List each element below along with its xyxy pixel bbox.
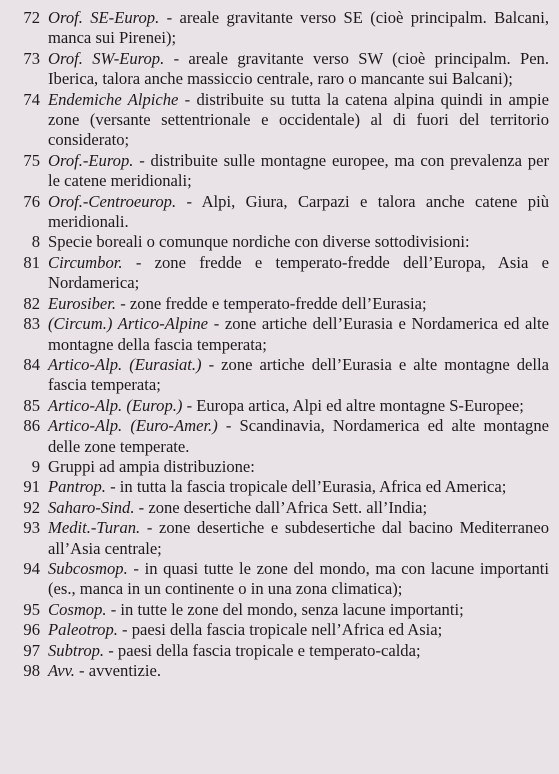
list-item: [4, 192, 549, 233]
list-item: [4, 8, 549, 49]
item-name: Subcosmop.: [48, 558, 128, 578]
item-number: 75: [23, 150, 40, 170]
item-body: [48, 477, 549, 497]
item-name: Avv.: [48, 661, 75, 680]
item-number: 82: [23, 293, 40, 313]
list-item: [4, 416, 549, 457]
list-item: [4, 294, 549, 314]
item-name: Artico-Alp. (Europ.): [48, 395, 183, 415]
item-text: - Alpi, Giura, Carpazi e talora anche catene più meridionali.: [48, 191, 549, 232]
item-body: [48, 661, 549, 681]
list-item: [4, 559, 549, 600]
item-name: Orof.-Europ.: [48, 150, 134, 170]
item-body: [48, 314, 549, 355]
item-number: 76: [23, 191, 40, 211]
item-text: - paesi della fascia tropicale nell’Africa ed Asia;: [117, 620, 443, 640]
item-text: - zone desertiche e subdesertiche dal bacino Mediterraneo all’Asia centrale;: [48, 518, 549, 558]
item-number: 98: [23, 661, 40, 680]
item-body: [48, 518, 549, 559]
item-text: - areale gravitante verso SE (cioè principalm. Balcani, manca sui Pirenei);: [48, 8, 549, 48]
item-number: 94: [23, 558, 40, 578]
list-item: [4, 477, 549, 497]
item-number: 93: [23, 518, 40, 538]
item-number: 91: [23, 477, 40, 497]
item-number: 72: [23, 8, 40, 27]
item-name: Orof. SE-Europ.: [48, 8, 160, 27]
item-name: Eurosiber.: [48, 293, 117, 313]
item-name: Cosmop.: [48, 599, 107, 619]
item-body: [48, 396, 549, 416]
list-item: [4, 600, 549, 620]
item-text: - zone desertiche dall’Africa Sett. all’India;: [134, 497, 428, 517]
item-body: [48, 8, 549, 49]
item-number: 81: [23, 252, 40, 272]
item-number: 97: [23, 640, 40, 660]
list-item: [4, 314, 549, 355]
item-body: [48, 457, 549, 477]
item-body: [48, 416, 549, 457]
item-name: Medit.-Turan.: [48, 518, 141, 538]
item-name: Subtrop.: [48, 640, 105, 660]
item-body: [48, 355, 549, 396]
item-text: - in tutta la fascia tropicale dell’Eurasia, Africa ed America;: [105, 477, 507, 497]
list-item: [4, 396, 549, 416]
item-name: Endemiche Alpiche: [48, 89, 179, 109]
item-text: - distribuite sulle montagne europee, ma con prevalenza per le catene meridionali;: [48, 150, 549, 191]
item-body: [48, 232, 549, 252]
list-item: [4, 253, 549, 294]
item-number: 92: [23, 497, 40, 517]
item-body: [48, 559, 549, 600]
item-body: [48, 151, 549, 192]
list-item: [4, 457, 549, 477]
item-number: 83: [23, 314, 40, 334]
item-body: [48, 49, 549, 90]
item-text: - Europa artica, Alpi ed altre montagne S-Europee;: [182, 395, 524, 415]
item-text: - zone fredde e temperato-fredde dell’Europa, Asia e Nordamerica;: [48, 252, 549, 293]
item-number: 84: [23, 354, 40, 374]
item-name: Circumbor.: [48, 252, 123, 272]
item-body: [48, 498, 549, 518]
item-text: - in quasi tutte le zone del mondo, ma con lacune importanti (es., manca in un continente o in una zona climatica);: [48, 558, 549, 599]
item-name: Saharo-Sind.: [48, 497, 135, 517]
item-body: [48, 294, 549, 314]
list-item: [4, 151, 549, 192]
item-text: - avventizie.: [74, 661, 162, 680]
item-number: 96: [23, 620, 40, 640]
item-text: Specie boreali o comunque nordiche con diverse sottodivisioni:: [48, 232, 470, 252]
item-name: Artico-Alp. (Euro-Amer.): [48, 416, 218, 436]
item-number: 73: [23, 48, 40, 68]
item-number: 8: [31, 232, 40, 252]
list-item: [4, 232, 549, 252]
item-number: 9: [31, 456, 40, 476]
item-name: Paleotrop.: [48, 620, 118, 640]
list-item: [4, 620, 549, 640]
item-text: - distribuite su tutta la catena alpina quindi in ampie zone (versante settentrionale e occidentale) al di fuori del territorio considerato;: [48, 89, 550, 150]
item-text: - in tutte le zone del mondo, senza lacune importanti;: [106, 599, 464, 619]
item-body: [48, 90, 549, 151]
item-body: [48, 192, 549, 233]
item-body: [48, 253, 549, 294]
item-name: Artico-Alp. (Eurasiat.): [48, 354, 202, 374]
item-number: 85: [23, 395, 40, 415]
list-item: [4, 641, 549, 661]
item-body: [48, 641, 549, 661]
list-item: [4, 355, 549, 396]
item-text: - paesi della fascia tropicale e temperato-calda;: [104, 640, 421, 660]
item-name: Orof.-Centroeurop.: [48, 191, 177, 211]
item-number: 74: [23, 89, 40, 109]
item-text: - zone fredde e temperato-fredde dell’Eurasia;: [116, 293, 427, 313]
list-item: [4, 90, 549, 151]
item-name: (Circum.) Artico-Alpine: [48, 314, 209, 334]
item-name: Pantrop.: [48, 477, 106, 497]
item-number: 86: [23, 416, 40, 436]
item-text: - zone artiche dell’Eurasia e alte montagne della fascia temperata;: [48, 354, 549, 395]
item-text: - Scandinavia, Nordamerica ed alte montagne delle zone temperate.: [48, 416, 549, 456]
item-name: Orof. SW-Europ.: [48, 48, 165, 68]
list-item: [4, 498, 549, 518]
list-item: [4, 518, 549, 559]
list-item: [4, 49, 549, 90]
item-text: - areale gravitante verso SW (cioè principalm. Pen. Iberica, talora anche massiccio centrale, raro o mancante sui Balcani);: [48, 48, 550, 89]
item-text: Gruppi ad ampia distribuzione:: [48, 456, 255, 476]
item-body: [48, 600, 549, 620]
item-text: - zone artiche dell’Eurasia e Nordamerica ed alte montagne della fascia temperata;: [48, 314, 549, 354]
item-body: [48, 620, 549, 640]
list-item: [4, 661, 549, 681]
item-number: 95: [23, 599, 40, 619]
